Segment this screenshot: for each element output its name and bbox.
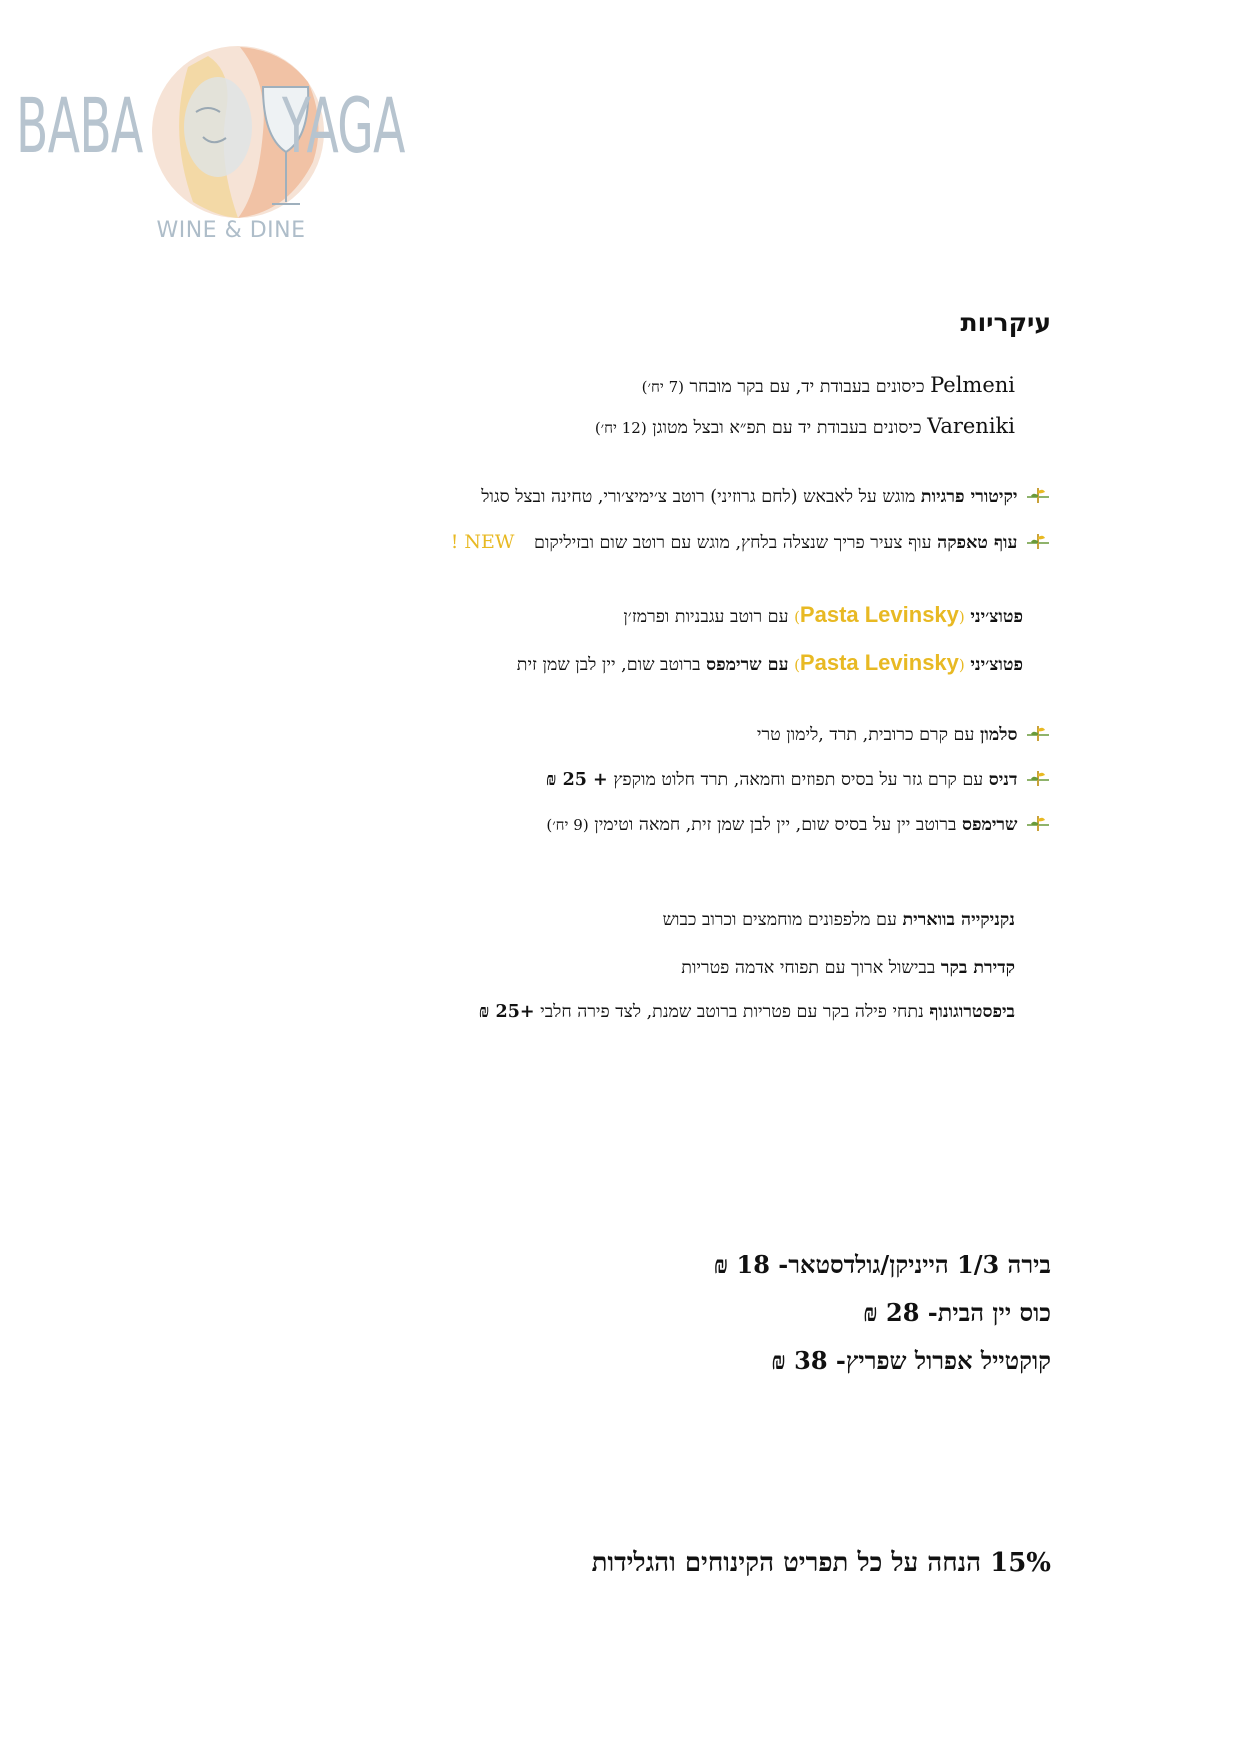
pasta-brand: Pasta Levinsky [799, 602, 959, 627]
menu-item-bavarian-sausage [663, 910, 1015, 931]
item-name: יקיטורי פרגיות [920, 487, 1018, 507]
leaf-icon [1027, 531, 1049, 551]
item-name: פטוצ׳יני [970, 655, 1023, 675]
dessert-discount: 15% הנחה על כל תפריט הקינוחים והגלידות [591, 1548, 1051, 1578]
item-extra-price: + 25 ₪ [545, 770, 608, 790]
item-desc: ברוטב שום, יין לבן שמן זית [516, 655, 701, 675]
item-name: ביפסטרוגונוף [929, 1002, 1015, 1022]
item-name: Vareniki [927, 414, 1015, 438]
item-desc: עם קרם כרובית, תרד ,לימון טרי [756, 725, 975, 745]
menu-item-fettuccine-tomato [623, 602, 1023, 628]
item-desc: כיסונים בעבודת יד עם תפ״א ובצל מטוגן [652, 418, 922, 438]
menu-item-yakitori [481, 485, 1049, 508]
brand-paren-open: ( [958, 656, 965, 674]
item-name: Pelmeni [930, 373, 1015, 397]
menu-item-denis [546, 768, 1049, 791]
item-name: פטוצ׳יני [970, 607, 1023, 627]
item-desc: עוף צעיר פריך שנצלה בלחץ, מוגש עם רוטב שום ובזיליקום [534, 533, 932, 553]
item-desc: מוגש על לאבאש (לחם גרוזיני) רוטב צ׳ימיצ׳ורי, טחינה ובצל סגול [481, 487, 916, 507]
item-name-extra: עם שרימפס [706, 655, 789, 675]
leaf-icon [1027, 768, 1049, 788]
item-desc: עם מלפפונים מוחמצים וכרוב כבוש [662, 910, 897, 930]
new-badge: NEW ! [450, 531, 515, 553]
pasta-brand: Pasta Levinsky [799, 650, 959, 675]
menu-item-beef-stroganoff [479, 1002, 1015, 1023]
brand-paren-open: ( [958, 608, 965, 626]
drink-aperol-spritz: קוקטייל אפרול שפריץ- 38 ₪ [771, 1346, 1051, 1375]
item-extra-price: +25 ₪ [478, 1002, 535, 1022]
item-desc: נתחי פילה בקר עם פטריות ברוטב שמנת, לצד פירה חלבי [540, 1002, 924, 1022]
item-desc: עם קרם גזר על בסיס תפוזים וחמאה, תרד חלוט מוקפץ [613, 770, 984, 790]
menu-item-chicken-tapaka [451, 531, 1049, 554]
leaf-icon [1027, 813, 1049, 833]
leaf-icon [1027, 723, 1049, 743]
item-name: שרימפס [961, 815, 1018, 835]
restaurant-logo [16, 40, 405, 250]
drink-house-wine: כוס יין הבית- 28 ₪ [863, 1298, 1051, 1327]
menu-item-vareniki [595, 414, 1015, 439]
logo-word-left: BABA [16, 81, 143, 170]
item-name: נקניקייה בווארית [902, 910, 1015, 930]
item-note: (12 יח׳) [594, 419, 647, 437]
menu-item-beef-stew [681, 958, 1015, 979]
item-desc: ברוטב יין על בסיס שום, יין לבן שמן זית, חמאה וטימין [594, 815, 957, 835]
drink-beer: בירה 1/3 הייניקן/גולדסטאר- 18 ₪ [713, 1250, 1051, 1279]
item-desc: בבישול ארוך עם תפוחי אדמה פטריות [681, 958, 936, 978]
section-title: עיקריות [960, 308, 1051, 337]
item-name: דניס [988, 770, 1018, 790]
menu-item-fettuccine-shrimp [517, 650, 1023, 676]
menu-item-pelmeni [642, 373, 1015, 398]
leaf-icon [1027, 485, 1049, 505]
brand-paren-close: ) [794, 608, 800, 626]
item-name: עוף טאפקה [937, 533, 1018, 553]
item-desc: כיסונים בעבודת יד, עם בקר מובחר [689, 377, 925, 397]
item-desc: עם רוטב עגבניות ופרמז׳ן [623, 607, 789, 627]
brand-paren-close: ) [794, 656, 800, 674]
logo-tagline: WINE & DINE [156, 218, 306, 243]
menu-item-shrimp [546, 813, 1049, 836]
menu-item-salmon [757, 723, 1049, 746]
item-note: (9 יח׳) [546, 816, 589, 834]
logo-word-right: YAGA [282, 81, 405, 170]
item-name: סלמון [979, 725, 1018, 745]
item-name: קדירת בקר [940, 958, 1015, 978]
item-note: (7 יח׳) [641, 378, 684, 396]
